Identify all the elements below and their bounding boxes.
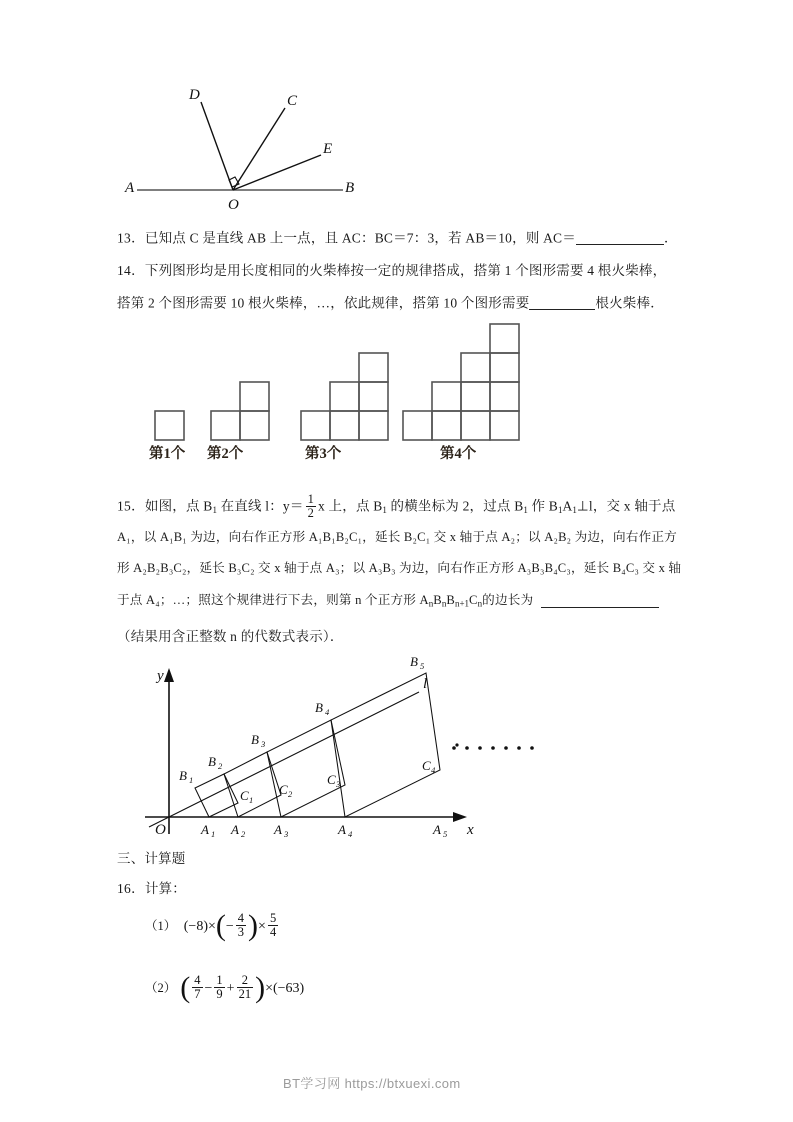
question-15-line3 bbox=[117, 562, 681, 575]
axis-label-x: x bbox=[467, 822, 474, 838]
q16-item2-fraction-3 bbox=[237, 974, 254, 1001]
label-A5: A bbox=[433, 822, 441, 837]
label-O: O bbox=[228, 197, 239, 213]
q15-l1f: A bbox=[562, 498, 573, 514]
q16-item2-close-paren: ) bbox=[255, 970, 266, 1004]
q16-item2-tail: ×(−63) bbox=[265, 980, 305, 996]
staircase-figure-1 bbox=[155, 411, 184, 440]
q15-l1c-sub: 1 bbox=[382, 504, 387, 515]
q15-l4d: C bbox=[469, 593, 478, 607]
line-l bbox=[149, 692, 419, 827]
label-C1: C bbox=[240, 788, 249, 803]
q15-l4-sub2: n bbox=[441, 598, 447, 609]
q16-i2-f3-num: 2 bbox=[241, 973, 248, 987]
q14-line2-tail: 根火柴棒． bbox=[595, 295, 664, 311]
q16-item2-op2: + bbox=[226, 980, 235, 996]
label-A1: A bbox=[201, 822, 209, 837]
ray-OD bbox=[201, 102, 233, 190]
question-13 bbox=[117, 231, 678, 245]
q13-text: 已知点 C 是直线 AB 上一点，且 AC：BC＝7：3，若 AB＝10，则 AC＝ bbox=[144, 230, 576, 246]
q15-l1d: 的横坐标为 2，过点 B bbox=[386, 498, 524, 514]
q16-i2-f1-num: 4 bbox=[194, 973, 201, 987]
label-A1-sub: 1 bbox=[211, 829, 216, 839]
site-watermark: BT学习网 https://btxuexi.com bbox=[283, 1076, 461, 1091]
staircase-figure-2 bbox=[211, 382, 269, 440]
question-14-line2 bbox=[117, 296, 664, 310]
label-A3-sub: 3 bbox=[284, 829, 289, 839]
section-3-title: 三、计算题 bbox=[117, 851, 186, 866]
q16-item2-op1: − bbox=[204, 980, 213, 996]
q15-l1e-sub: 1 bbox=[557, 504, 563, 515]
q13-number: 13． bbox=[117, 230, 145, 246]
q14-line1-text: 下列图形均是用长度相同的火柴棒按一定的规律搭成，搭第 1 个图形需要 4 根火柴棒， bbox=[144, 263, 667, 278]
label-C1-sub: 1 bbox=[249, 795, 254, 805]
label-B5: B bbox=[410, 654, 418, 669]
q14-number: 14． bbox=[117, 263, 145, 278]
label-C2: C bbox=[279, 782, 288, 797]
matchstick-label-2: 第2个 bbox=[207, 446, 244, 462]
q15-l4a: 于点 A₄；…；照这个规律进行下去，则第 n 个正方形 A bbox=[117, 593, 429, 607]
staircase-figure-3 bbox=[301, 353, 388, 440]
q16-i1-f1-den: 3 bbox=[237, 925, 245, 940]
label-E: E bbox=[323, 141, 333, 157]
staircase-figure-4 bbox=[403, 324, 519, 440]
label-B: B bbox=[345, 180, 355, 196]
q15-l1f-sub: 1 bbox=[572, 504, 577, 515]
q15-l4e: 的边长为 bbox=[482, 593, 534, 607]
q15-frac-den: 2 bbox=[307, 506, 315, 521]
label-B2: B bbox=[208, 754, 216, 769]
q15-number: 15． bbox=[117, 498, 145, 514]
q13-period: ． bbox=[663, 230, 678, 246]
q15-l1g: ⊥l，交 x 轴于点 bbox=[576, 498, 676, 514]
q16-item1-open-paren: ( bbox=[215, 908, 226, 942]
label-B3-sub: 3 bbox=[261, 739, 266, 749]
q16-item-2 bbox=[145, 970, 305, 1004]
question-15-line4 bbox=[117, 594, 659, 608]
q15-l1a: 如图，点 B bbox=[144, 498, 213, 514]
label-A2: A bbox=[231, 822, 239, 837]
q16-item1-close-paren: ) bbox=[248, 908, 259, 942]
label-A: A bbox=[125, 180, 135, 196]
label-B4: B bbox=[315, 700, 323, 715]
label-A5-sub: 5 bbox=[443, 829, 448, 839]
matchstick-figures bbox=[145, 325, 545, 445]
q16-item1-minus: − bbox=[225, 918, 234, 934]
label-C4-sub: 4 bbox=[431, 765, 436, 775]
label-C2-sub: 2 bbox=[288, 789, 293, 799]
axis-label-y: y bbox=[157, 668, 164, 684]
q16-item1-fraction-2 bbox=[268, 912, 278, 939]
label-C: C bbox=[287, 93, 298, 109]
q16-text: 计算： bbox=[144, 881, 187, 896]
q15-frac-num: 1 bbox=[307, 492, 315, 506]
q15-l1c: x 上，点 B bbox=[318, 498, 383, 514]
q15-fraction-half bbox=[306, 493, 316, 520]
q16-i2-f1-den: 7 bbox=[194, 987, 201, 1002]
label-C3-sub: 3 bbox=[336, 779, 341, 789]
q15-l4-sub3: n+1 bbox=[454, 598, 470, 609]
q16-i1-f2-num: 5 bbox=[269, 911, 277, 925]
q15-l5: （结果用含正整数 n 的代数式表示）． bbox=[117, 629, 344, 644]
ray-OE bbox=[233, 155, 321, 190]
label-B5-sub: 5 bbox=[420, 661, 425, 671]
q16-item1-label: （1） bbox=[145, 918, 177, 933]
label-B3: B bbox=[251, 732, 259, 747]
q15-answer-blank[interactable] bbox=[541, 594, 659, 608]
graph-ellipsis bbox=[450, 742, 540, 754]
q15-l3: 形 A₂B₂B₃C₂，延长 B₃C₂ 交 x 轴于点 A₃；以 A₃B₃ 为边，向右作正方形 A₃B₃B₄C₃，延长 B₄C₃ 交 x 轴 bbox=[117, 561, 682, 575]
section-3-heading bbox=[117, 852, 186, 866]
matchstick-label-4: 第4个 bbox=[440, 446, 477, 462]
label-A4: A bbox=[338, 822, 346, 837]
q16-i2-f2-num: 1 bbox=[216, 973, 223, 987]
square-2 bbox=[224, 752, 281, 817]
question-16 bbox=[117, 882, 186, 896]
label-C3: C bbox=[327, 772, 336, 787]
q15-l4-sub1: n bbox=[428, 598, 434, 609]
q16-item-1 bbox=[145, 908, 280, 942]
q16-i1-f1-num: 4 bbox=[237, 911, 245, 925]
q15-l4c: B bbox=[446, 593, 455, 607]
square-4 bbox=[331, 673, 440, 817]
label-A2-sub: 2 bbox=[241, 829, 246, 839]
question-14-line1 bbox=[117, 264, 666, 278]
ray-OC bbox=[233, 108, 285, 190]
line-l-label: l bbox=[423, 676, 428, 692]
label-C4: C bbox=[422, 758, 431, 773]
angle-diagram-figure bbox=[125, 80, 365, 215]
label-B1: B bbox=[179, 768, 187, 783]
label-B4-sub: 4 bbox=[325, 707, 330, 717]
q16-item2-label: （2） bbox=[145, 980, 177, 995]
q16-item1-expr: (−8)× bbox=[183, 918, 216, 934]
q15-l1b: 在直线 l：y＝ bbox=[217, 498, 304, 514]
matchstick-label-1: 第1个 bbox=[149, 446, 186, 462]
q16-item1-fraction-1 bbox=[236, 912, 246, 939]
label-B2-sub: 2 bbox=[218, 761, 223, 771]
q15-l4b: B bbox=[433, 593, 442, 607]
question-15-line5 bbox=[117, 630, 344, 644]
question-15-line1 bbox=[117, 494, 675, 521]
label-A3: A bbox=[274, 822, 282, 837]
q15-l1e: 作 B bbox=[527, 498, 558, 514]
label-B1-sub: 1 bbox=[189, 775, 194, 785]
x-axis-arrow bbox=[453, 812, 467, 822]
q16-i2-f2-den: 9 bbox=[216, 987, 223, 1002]
matchstick-label-3: 第3个 bbox=[305, 446, 342, 462]
q15-l1a-sub: 1 bbox=[212, 504, 217, 515]
q16-i2-f3-den: 21 bbox=[238, 987, 252, 1002]
q16-item2-fraction-1 bbox=[192, 974, 202, 1001]
question-15-line2 bbox=[117, 531, 677, 544]
q16-i1-f2-den: 4 bbox=[269, 925, 277, 940]
q16-number: 16． bbox=[117, 881, 145, 896]
label-D: D bbox=[189, 87, 200, 103]
q14-line2-text: 搭第 2 个图形需要 10 根火柴棒，…，依此规律，搭第 10 个图形需要 bbox=[117, 295, 530, 311]
q15-l2: A₁，以 A₁B₁ 为边，向右作正方形 A₁B₁B₂C₁，延长 B₂C₁ 交 x 轴于点 A₂；以 A₂B₂ 为边，向右作正方 bbox=[117, 530, 677, 544]
coordinate-squares-figure bbox=[135, 654, 485, 847]
q13-answer-blank[interactable] bbox=[576, 231, 664, 245]
label-A4-sub: 4 bbox=[348, 829, 353, 839]
q14-answer-blank[interactable] bbox=[529, 296, 595, 310]
q16-item2-fraction-2 bbox=[214, 974, 224, 1001]
origin-label: O bbox=[155, 822, 166, 838]
q15-l4-sub4: n bbox=[477, 598, 483, 609]
q15-l1d-sub: 1 bbox=[523, 504, 528, 515]
q16-item2-open-paren: ( bbox=[180, 970, 191, 1004]
y-axis-arrow bbox=[164, 668, 174, 682]
q16-item1-times: × bbox=[258, 918, 266, 934]
